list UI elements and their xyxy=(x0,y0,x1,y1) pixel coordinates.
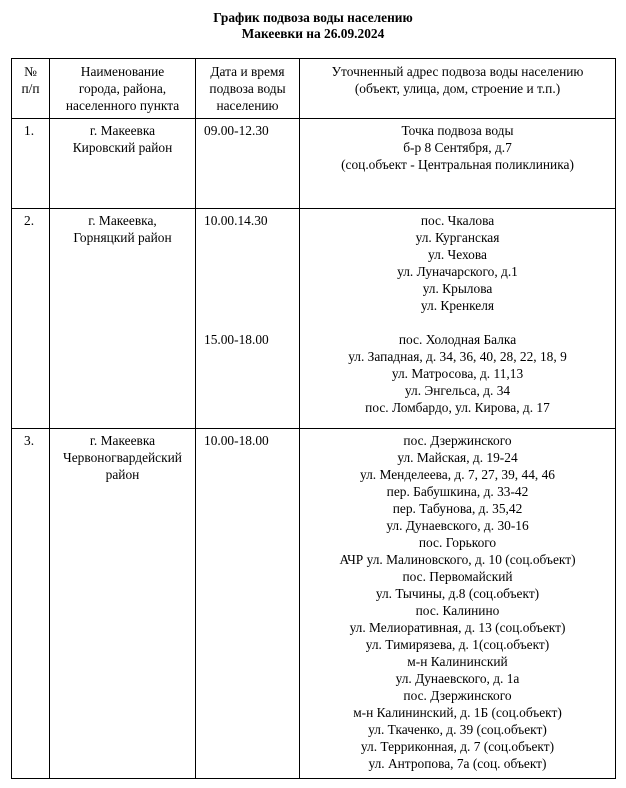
title-line-2: Макеевки на 26.09.2024 xyxy=(241,26,385,41)
header-line: Дата и время xyxy=(210,64,285,79)
header-line: города, района, xyxy=(78,81,167,96)
row-time xyxy=(196,429,300,779)
row-number: 2. xyxy=(12,209,50,429)
header-line: населению xyxy=(216,98,279,113)
address-line: ул. Энгельса, д. 34 xyxy=(404,383,511,398)
address-line: пос. Дзержинского xyxy=(403,688,512,703)
address-line: б-р 8 Сентября, д.7 xyxy=(403,140,512,155)
city-line: Горняцкий район xyxy=(73,230,172,245)
address-line: пос. Чкалова xyxy=(420,213,495,228)
time-line: 15.00-18.00 xyxy=(204,332,269,347)
header-line: подвоза воды xyxy=(209,81,286,96)
address-line: ул. Ткаченко, д. 39 (соц.объект) xyxy=(368,722,547,737)
address-line: пос. Первомайский xyxy=(402,569,513,584)
address-line: Точка подвоза воды xyxy=(401,123,514,138)
address-line: ул. Мелиоративная, д. 13 (соц.объект) xyxy=(349,620,566,635)
header-city xyxy=(50,59,196,119)
city-line: Червоногвардейский xyxy=(63,450,182,465)
address-line: ул. Кренкеля xyxy=(420,298,495,313)
address-line: пер. Бабушкина, д. 33-42 xyxy=(386,484,529,499)
address-line: пос. Холодная Балка xyxy=(398,332,517,347)
water-delivery-table xyxy=(11,58,616,779)
row-address xyxy=(300,119,616,209)
header-number xyxy=(12,59,50,119)
address-line: ул. Менделеева, д. 7, 27, 39, 44, 46 xyxy=(360,467,555,482)
address-line: пос. Калинино xyxy=(415,603,500,618)
row-city xyxy=(50,429,196,779)
title-line-1: График подвоза воды населению xyxy=(213,10,413,25)
address-line: пер. Табунова, д. 35,42 xyxy=(392,501,523,516)
address-line: м-н Калининский, д. 1Б (соц.объект) xyxy=(353,705,562,720)
time-line: 10.00-18.00 xyxy=(204,433,269,448)
city-line: г. Макеевка xyxy=(89,123,156,138)
row-address xyxy=(300,429,616,779)
document-title xyxy=(0,10,626,42)
address-line: ул. Тычины, д.8 (соц.объект) xyxy=(375,586,540,601)
address-line: ул. Дунаевского, д. 30-16 xyxy=(386,518,529,533)
city-line: Кировский район xyxy=(72,140,173,155)
address-line: ул. Тимирязева, д. 1(соц.объект) xyxy=(365,637,550,652)
header-address xyxy=(300,59,616,119)
header-row xyxy=(12,59,616,119)
header-line: п/п xyxy=(21,81,40,96)
address-line: пос. Ломбардо, ул. Кирова, д. 17 xyxy=(365,400,550,415)
row-number: 3. xyxy=(12,429,50,779)
address-line: пос. Дзержинского xyxy=(403,433,512,448)
row-number: 1. xyxy=(12,119,50,209)
address-line: ул. Луначарского, д.1 xyxy=(397,264,518,279)
row-city xyxy=(50,209,196,429)
row-address xyxy=(300,209,616,429)
address-line: ул. Антропова, 7а (соц. объект) xyxy=(368,756,547,771)
address-line: пос. Горького xyxy=(418,535,497,550)
address-line: ул. Майская, д. 19-24 xyxy=(397,450,518,465)
address-line: (соц.объект - Центральная поликлиника) xyxy=(341,157,574,172)
table-row xyxy=(12,209,616,429)
header-line: № xyxy=(24,64,37,79)
header-time xyxy=(196,59,300,119)
time-line: 10.00.14.30 xyxy=(204,213,268,228)
address-line: м-н Калининский xyxy=(407,654,508,669)
header-line: (объект, улица, дом, строение и т.п.) xyxy=(354,81,561,96)
address-line: ул. Дунаевского, д. 1а xyxy=(395,671,520,686)
city-line: г. Макеевка xyxy=(89,433,156,448)
row-time xyxy=(196,209,300,429)
address-line: АЧР ул. Малиновского, д. 10 (соц.объект) xyxy=(339,552,576,567)
address-line: ул. Чехова xyxy=(428,247,487,262)
address-line: ул. Курганская xyxy=(415,230,500,245)
header-line: Наименование xyxy=(80,64,165,79)
row-time xyxy=(196,119,300,209)
header-line: Уточненный адрес подвоза воды населению xyxy=(331,64,584,79)
address-line: ул. Крылова xyxy=(422,281,493,296)
address-line: ул. Западная, д. 34, 36, 40, 28, 22, 18, 9 xyxy=(348,349,567,364)
row-city xyxy=(50,119,196,209)
time-line: 09.00-12.30 xyxy=(204,123,269,138)
address-line: ул. Матросова, д. 11,13 xyxy=(391,366,524,381)
address-line: ул. Терриконная, д. 7 (соц.объект) xyxy=(360,739,555,754)
table-row xyxy=(12,119,616,209)
table-row xyxy=(12,429,616,779)
header-line: населенного пункта xyxy=(65,98,180,113)
city-line: г. Макеевка, xyxy=(88,213,157,228)
city-line: район xyxy=(105,467,140,482)
